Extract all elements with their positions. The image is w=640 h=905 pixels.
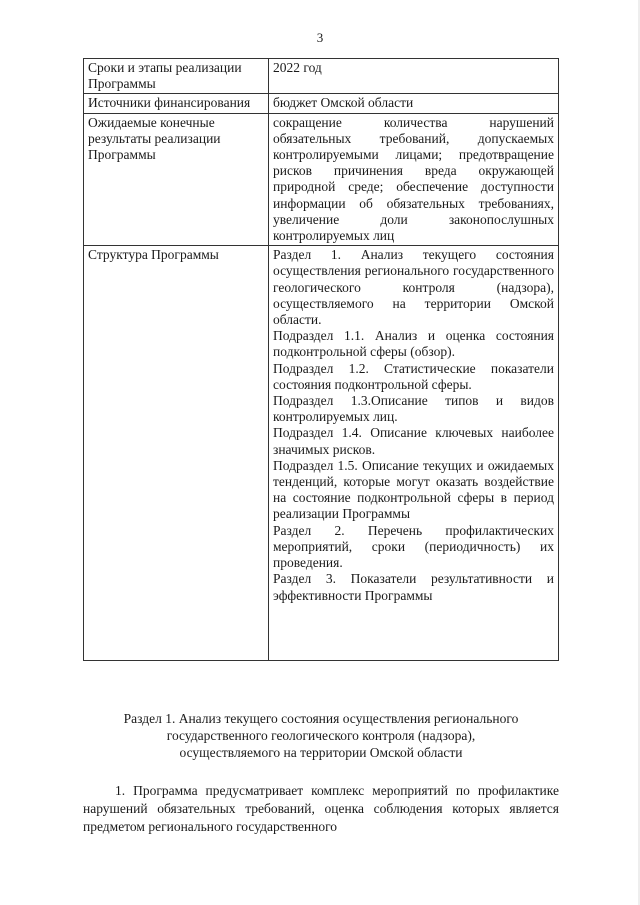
structure-item: Раздел 1. Анализ текущего состояния осуществления регионального государственного геологического контроля (надзора), осуществляемого на территории Омской области.: [273, 247, 554, 328]
structure-item: Раздел 2. Перечень профилактических мероприятий, сроки (периодичность) их проведения.: [273, 522, 554, 571]
structure-item: Раздел 3. Показатели результативности и эффективности Программы: [273, 571, 554, 603]
heading-line: Раздел 1. Анализ текущего состояния осуществления регионального: [123, 711, 519, 726]
value-text: 2022 год: [273, 60, 322, 75]
value-text: сокращение количества нарушений обязательных требований, допускаемых контролируемыми лицами; предотвращение рисков причинения вреда окружающей природной среде; обеспечение доступности информации об обязательных требованиях, увеличение доли законопослушных контролируемых лиц: [273, 114, 554, 244]
page-number: 3: [316, 30, 324, 45]
structure-item: Подраздел 1.4. Описание ключевых наиболее значимых рисков.: [273, 425, 554, 457]
body-paragraph: 1. Программа предусматривает комплекс мероприятий по профилактике нарушений обязательных требований, оценка соблюдения которых является предметом регионального государственного: [83, 783, 559, 834]
heading-line: осуществляемого на территории Омской области: [179, 745, 463, 760]
table-row: [84, 59, 559, 94]
structure-item: Подраздел 1.3.Описание типов и видов контролируемых лиц.: [273, 393, 554, 425]
heading-line: государственного геологического контроля (надзора),: [166, 728, 476, 743]
program-passport-table: [83, 58, 559, 661]
table-row: [84, 94, 559, 113]
row-label: Ожидаемые конечные результаты реализации Программы: [84, 113, 269, 246]
row-label: Сроки и этапы реализации Программы: [84, 59, 269, 94]
section-heading: [83, 710, 559, 761]
row-value: [269, 94, 559, 113]
row-label: Источники финансирования: [84, 94, 269, 113]
structure-item: Подраздел 1.1. Анализ и оценка состояния подконтрольной сферы (обзор).: [273, 328, 554, 360]
row-value: [269, 59, 559, 94]
table-row: [84, 246, 559, 661]
structure-item: Подраздел 1.2. Статистические показатели состояния подконтрольной сферы.: [273, 360, 554, 392]
row-value: [269, 246, 559, 661]
row-value: [269, 113, 559, 246]
structure-item: Подраздел 1.5. Описание текущих и ожидаемых тенденций, которые могут оказать воздействие на состояние подконтрольной сферы в период реализации Программы: [273, 457, 554, 522]
value-text: бюджет Омской области: [273, 95, 414, 111]
table-row: [84, 113, 559, 246]
row-label: Структура Программы: [84, 246, 269, 661]
